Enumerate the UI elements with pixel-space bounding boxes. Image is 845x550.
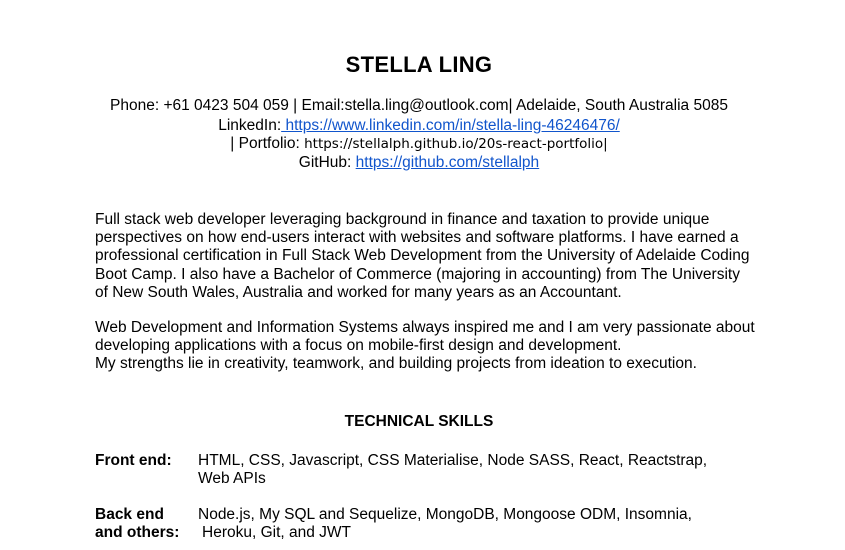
portfolio-line (0, 135, 838, 153)
front-end-label: Front end: (95, 452, 172, 469)
linkedin-line (0, 117, 838, 135)
portfolio-label: | Portfolio: (230, 135, 305, 152)
github-label: GitHub: (298, 154, 356, 171)
front-end-value: HTML, CSS, Javascript, CSS Materialise, Node SASS, React, Reactstrap, Web APIs (198, 452, 708, 488)
summary-paragraph-2-line-2: My strengths lie in creativity, teamwork, and building projects from ideation to execution. (95, 355, 697, 373)
skill-row-front-end (95, 452, 755, 492)
contact-line: Phone: +61 0423 504 059 | Email:stella.ling@outlook.com| Adelaide, South Australia 5085 (110, 97, 728, 114)
back-end-label (95, 506, 195, 542)
back-end-label-line-2: and others: (95, 524, 180, 542)
back-end-value-line-2: Heroku, Git, and JWT (202, 524, 352, 542)
linkedin-link[interactable]: https://www.linkedin.com/in/stella-ling-46246476/ (281, 117, 620, 134)
github-link[interactable]: https://github.com/stellalph (355, 154, 540, 171)
summary-paragraph-2 (95, 319, 755, 374)
linkedin-label: LinkedIn: (218, 117, 282, 134)
resume-name: STELLA LING (345, 52, 493, 77)
summary-paragraph-2-line-1: Web Development and Information Systems always inspired me and I am very passionate about developing applications with a focus on mobile-first design and development. (95, 319, 755, 355)
github-line (0, 154, 838, 172)
technical-skills-heading: TECHNICAL SKILLS (344, 413, 494, 430)
skill-row-back-end (95, 506, 755, 546)
portfolio-url: https://stellalph.github.io/20s-react-portfolio| (304, 136, 608, 152)
back-end-value-line-1: Node.js, My SQL and Sequelize, MongoDB, Mongoose ODM, Insomnia, (198, 506, 692, 523)
back-end-value (198, 506, 738, 542)
summary-paragraph-1: Full stack web developer leveraging background in finance and taxation to provide unique perspectives on how end-users interact with websites and software platforms. I have earned a professional certification in Full Stack Web Development from the University of Adelaide Coding Boot Camp. I also have a Bachelor of Commerce (majoring in accounting) from The University of New South Wales, Australia and worked for many years as an Accountant. (95, 211, 750, 301)
back-end-label-line-1: Back end (95, 506, 164, 523)
